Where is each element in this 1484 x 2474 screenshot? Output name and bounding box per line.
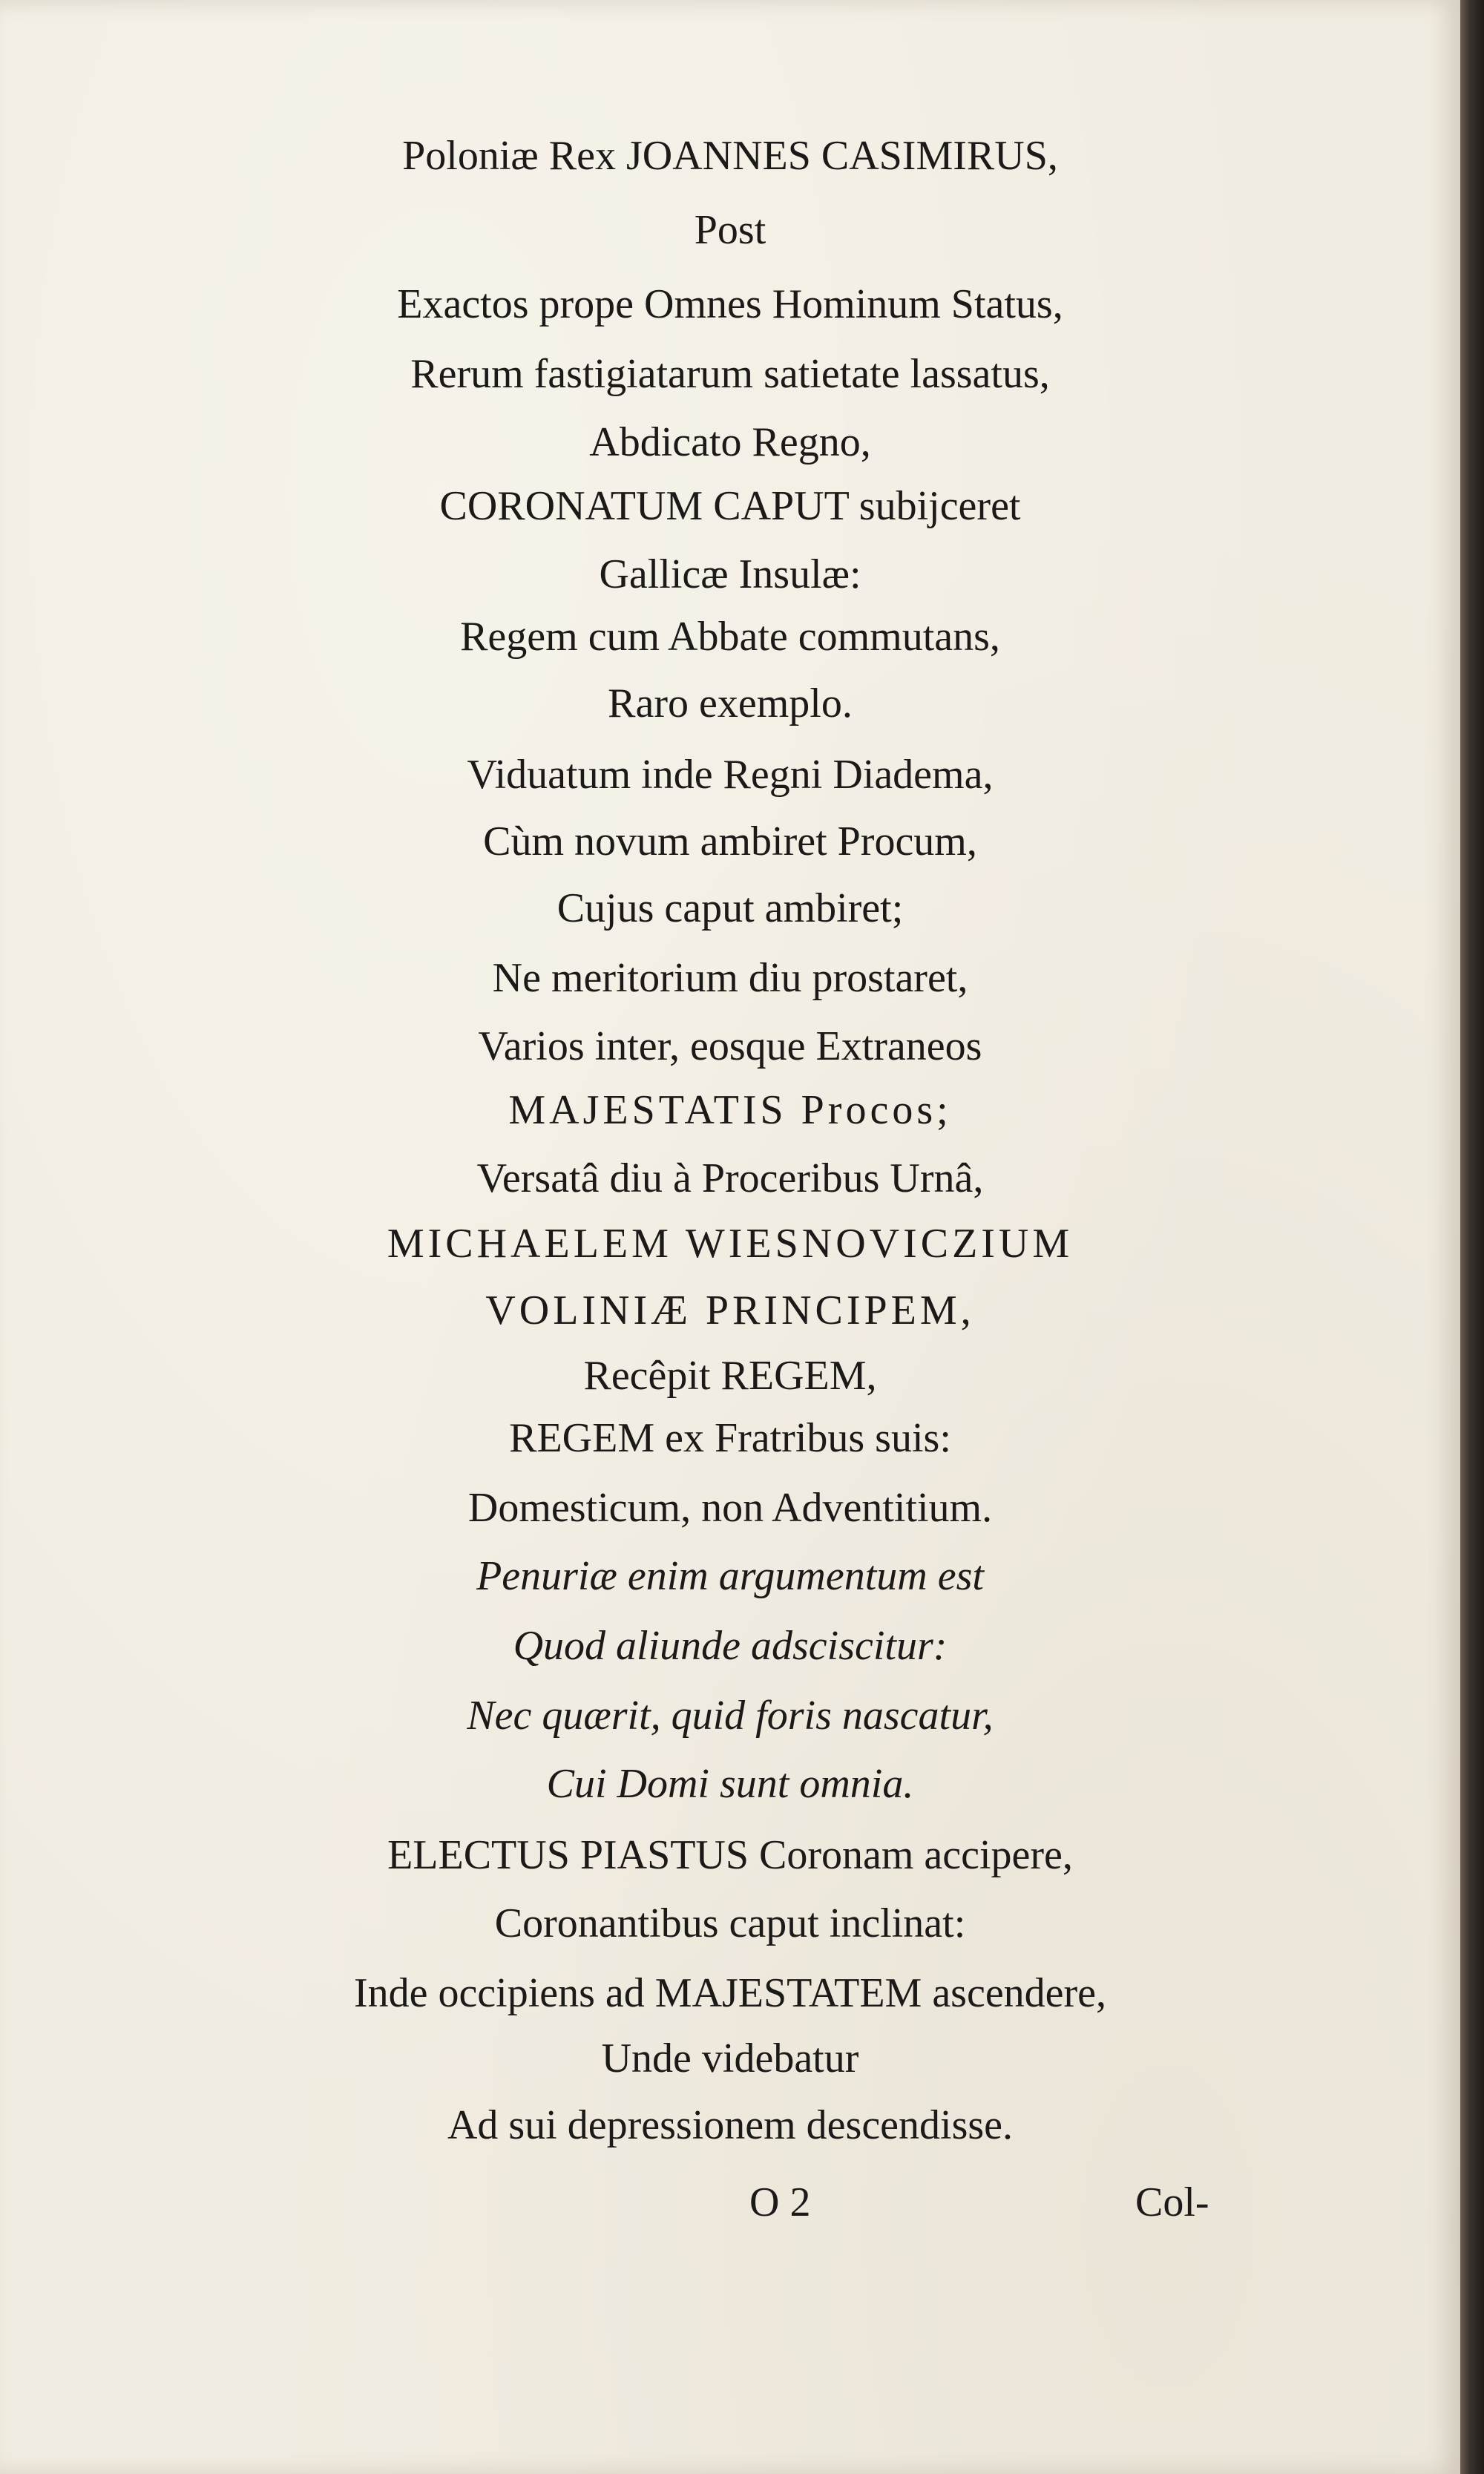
catchword: Col- [1135, 2179, 1209, 2225]
book-edge [1460, 0, 1484, 2474]
verse-line-12: Cujus caput ambiret; [556, 885, 904, 931]
verse-line-5: Abdicato Regno, [589, 419, 871, 465]
verse-line-6: CORONATUM CAPUT subijceret [439, 483, 1021, 529]
verse-line-2: Post [694, 207, 766, 253]
verse-line-22: Penuriæ enim argumentum est [476, 1553, 984, 1599]
verse-line-7: Gallicæ Insulæ: [599, 551, 861, 597]
verse-line-21: Domesticum, non Adventitium. [467, 1485, 993, 1531]
verse-line-29: Unde videbatur [601, 2035, 859, 2081]
verse-line-11: Cùm novum ambiret Procum, [483, 818, 977, 864]
verse-line-20: REGEM ex Fratribus suis: [509, 1415, 951, 1461]
verse-line-24: Nec quærit, quid foris nascatur, [467, 1693, 994, 1739]
verse-line-8: Regem cum Abbate commutans, [460, 614, 1000, 660]
verse-line-1: Poloniæ Rex JOANNES CASIMIRUS, [402, 133, 1058, 179]
verse-line-19: Recêpit REGEM, [583, 1353, 877, 1399]
verse-line-9: Raro exemplo. [608, 680, 853, 726]
verse-line-15: MAJESTATIS Procos; [508, 1087, 952, 1133]
verse-line-25: Cui Domi sunt omnia. [546, 1761, 914, 1807]
verse-line-28: Inde occipiens ad MAJESTATEM ascendere, [353, 1970, 1107, 2016]
signature-mark: O 2 [749, 2179, 811, 2225]
verse-line-18: VOLINIÆ PRINCIPEM, [485, 1287, 975, 1333]
verse-line-10: Viduatum inde Regni Diadema, [467, 752, 994, 798]
verse-line-4: Rerum fastigiatarum satietate lassatus, [410, 351, 1050, 397]
verse-line-26: ELECTUS PIASTUS Coronam accipere, [387, 1832, 1073, 1878]
verse-line-13: Ne meritorium diu prostaret, [492, 955, 968, 1001]
verse-line-14: Varios inter, eosque Extraneos [478, 1023, 982, 1069]
verse-line-3: Exactos prope Omnes Hominum Status, [397, 281, 1063, 327]
verse-line-27: Coronantibus caput inclinat: [494, 1900, 966, 1946]
verse-line-23: Quod aliunde adsciscitur: [513, 1623, 948, 1669]
verse-line-17: MICHAELEM WIESNOVICZIUM [387, 1221, 1074, 1267]
verse-line-30: Ad sui depressionem descendisse. [447, 2102, 1014, 2148]
verse-line-16: Versatâ diu à Proceribus Urnâ, [476, 1155, 984, 1201]
